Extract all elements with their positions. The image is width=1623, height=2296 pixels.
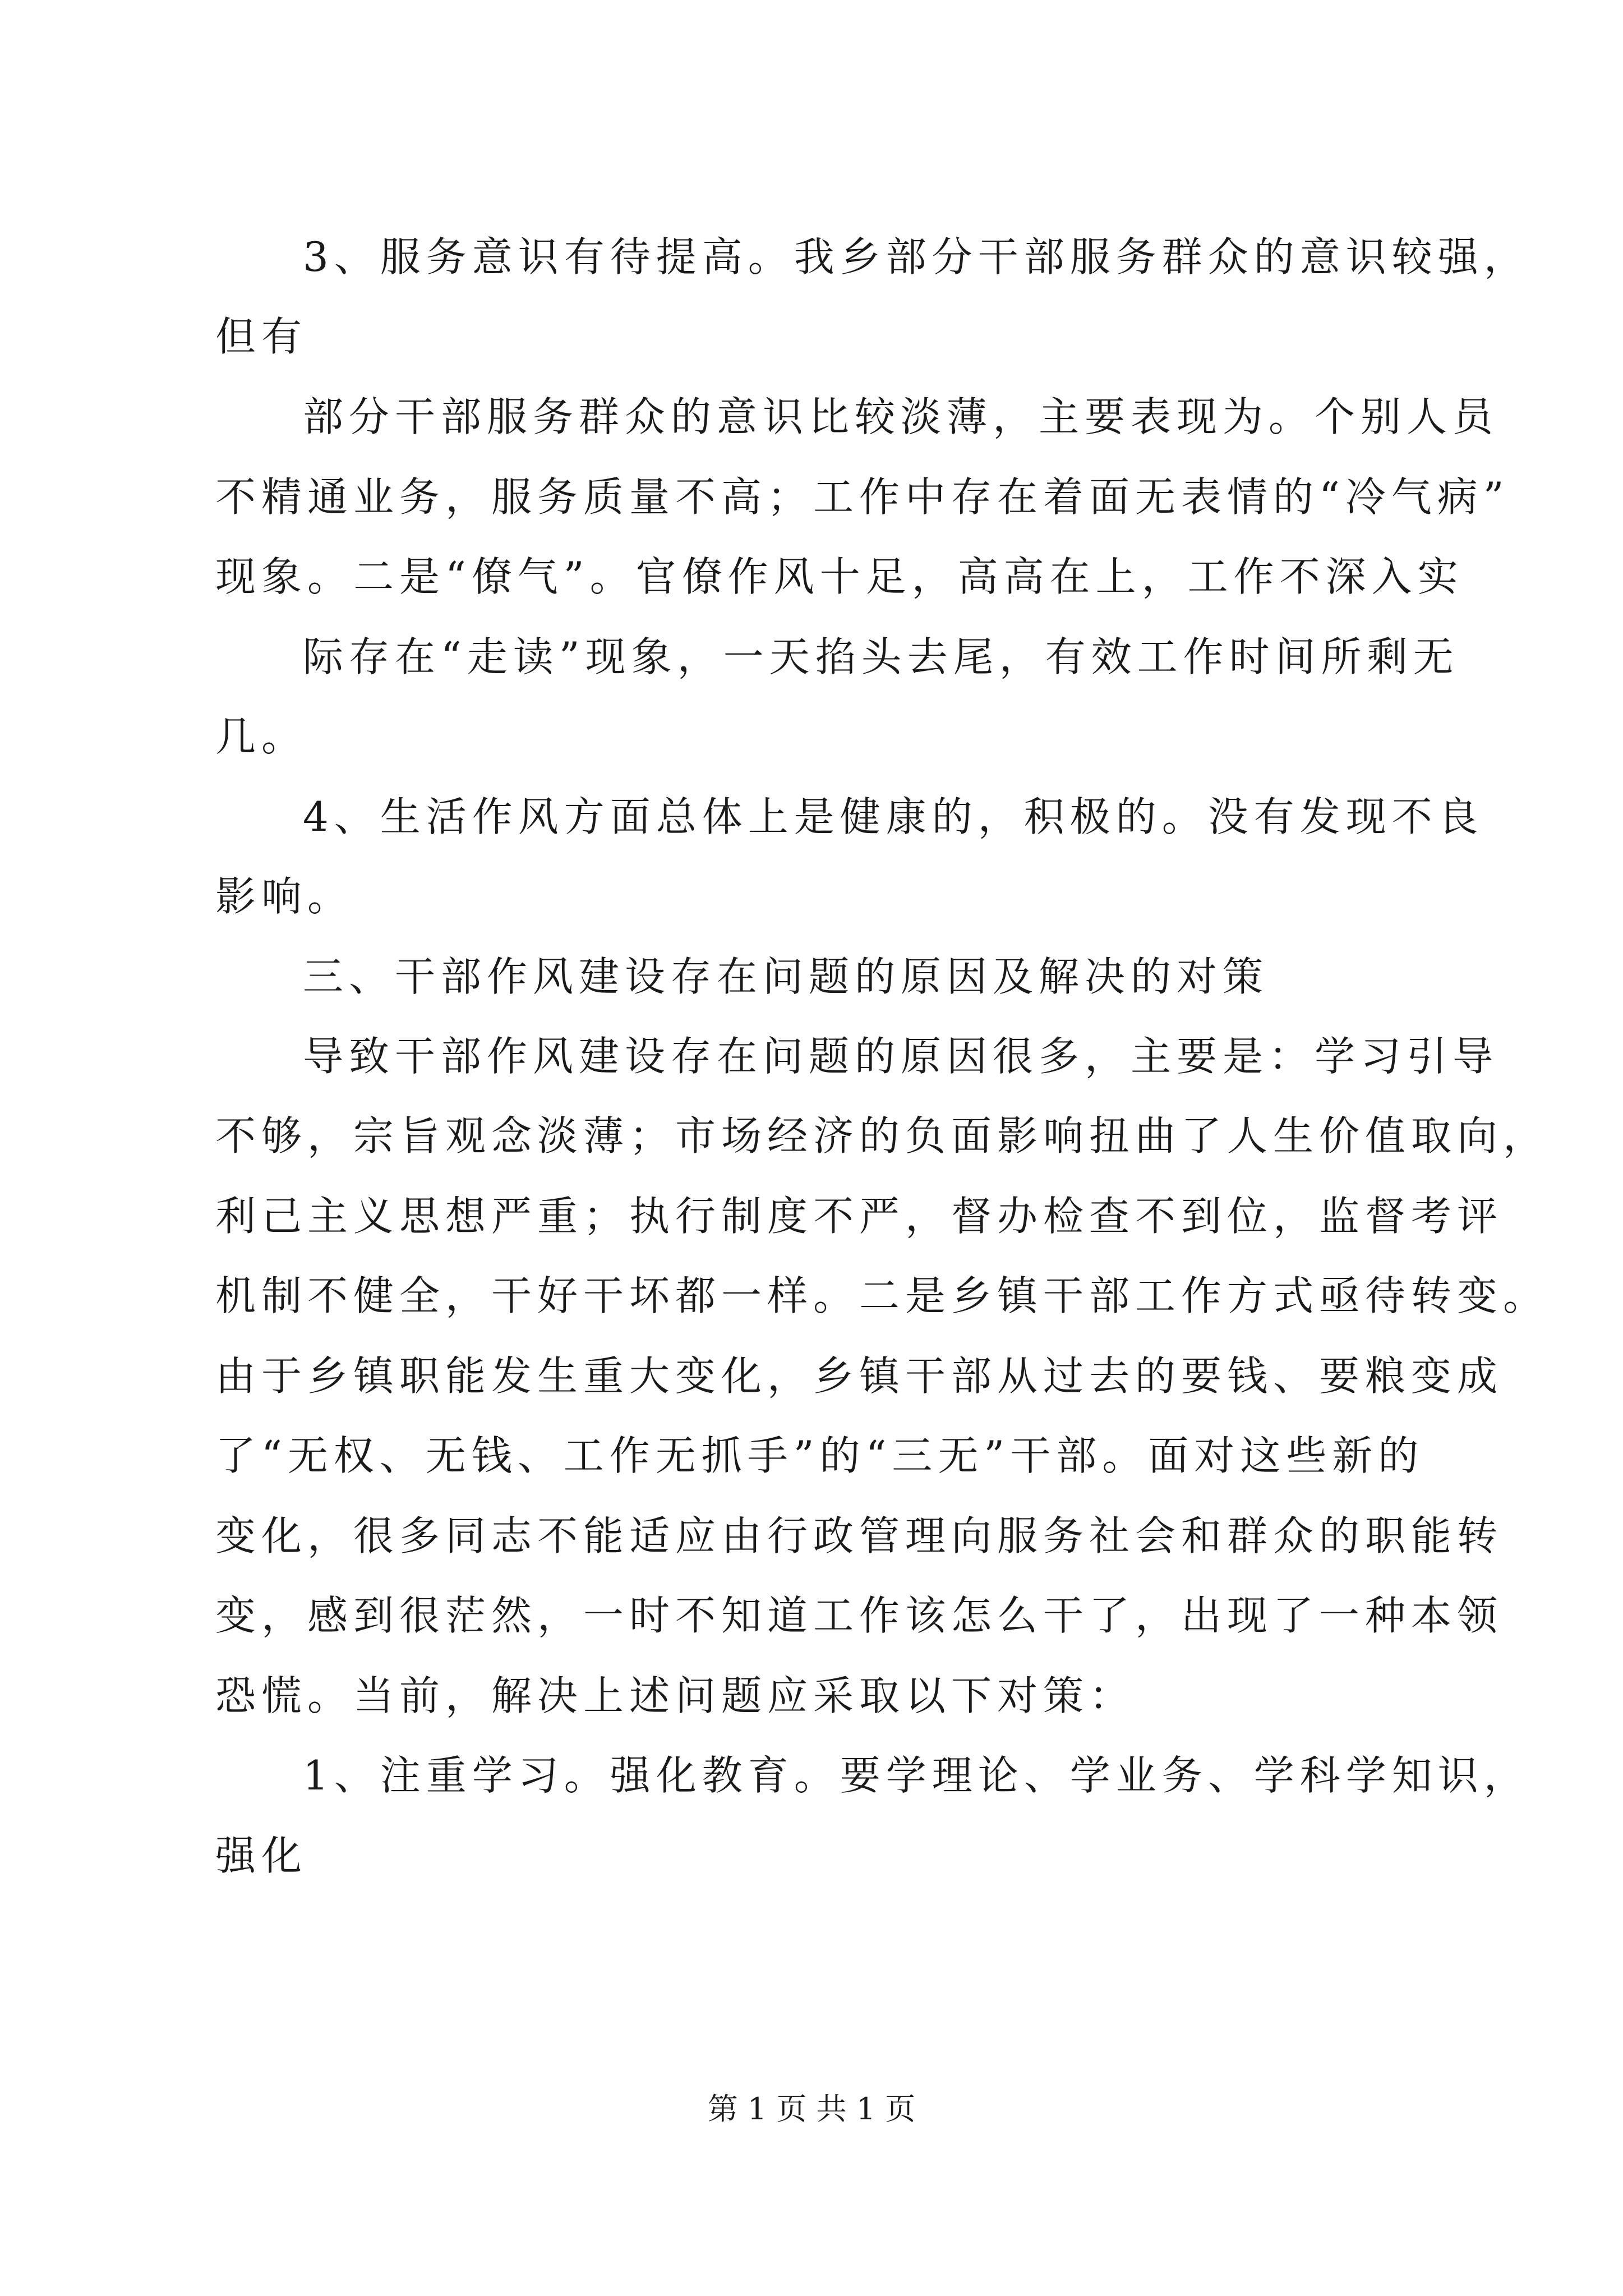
text-line: 变化，很多同志不能适应由行政管理向服务社会和群众的职能转 (215, 1512, 1504, 1559)
text-line: 1、注重学习。强化教育。要学理论、学业务、学科学知识， (303, 1752, 1530, 1799)
text-line: 3、服务意识有待提高。我乡部分干部服务群众的意识较强， (303, 233, 1530, 280)
text-line: 现象。二是“僚气”。官僚作风十足，高高在上，工作不深入实 (215, 553, 1464, 600)
text-line: 由于乡镇职能发生重大变化，乡镇干部从过去的要钱、要粮变成 (215, 1352, 1504, 1400)
section-heading: 三、干部作风建设存在问题的原因及解决的对策 (303, 953, 1269, 1000)
text-line: 几。 (215, 713, 308, 760)
text-line: 影响。 (215, 873, 354, 920)
text-line: 强化 (215, 1832, 308, 1879)
text-line: 导致干部作风建设存在问题的原因很多，主要是：学习引导 (303, 1033, 1499, 1080)
text-line: 不够，宗旨观念淡薄；市场经济的负面影响扭曲了人生价值取向， (215, 1112, 1550, 1159)
text-line: 变，感到很茫然，一时不知道工作该怎么干了，出现了一种本领 (215, 1592, 1504, 1639)
text-line: 际存在“走读”现象，一天掐头去尾，有效工作时间所剩无 (303, 633, 1459, 680)
text-line: 不精通业务，服务质量不高；工作中存在着面无表情的“冷气病” (215, 473, 1510, 521)
text-line: 恐慌。当前，解决上述问题应采取以下对策： (215, 1672, 1136, 1719)
text-line: 部分干部服务群众的意识比较淡薄，主要表现为。个别人员 (303, 393, 1499, 440)
text-line: 但有 (215, 313, 308, 360)
text-line: 了“无权、无钱、工作无抓手”的“三无”干部。面对这些新的 (215, 1432, 1424, 1479)
text-line: 利己主义思想严重；执行制度不严，督办检查不到位，监督考评 (215, 1193, 1504, 1240)
page-number-footer: 第 1 页 共 1 页 (707, 2091, 916, 2127)
text-line: 机制不健全，干好干坏都一样。二是乡镇干部工作方式亟待转变。 (215, 1272, 1550, 1319)
text-line: 4、生活作风方面总体上是健康的，积极的。没有发现不良 (303, 793, 1484, 840)
